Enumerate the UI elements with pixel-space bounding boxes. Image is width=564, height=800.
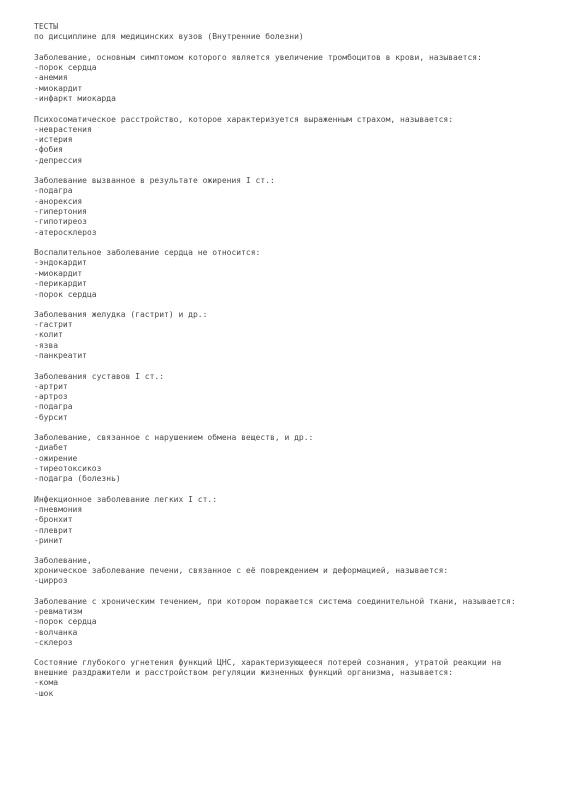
question-text: Заболевание, основным симптомом которого является увеличение тромбоцитов в крови, называется: xyxy=(34,53,482,62)
question-block xyxy=(34,433,538,485)
question-text: Заболевание, хроническое заболевание печени, связанное с её повреждением и деформацией, называется: xyxy=(34,556,449,576)
answer-option: -ревматизм xyxy=(34,606,83,616)
question-text: Психосоматическое расстройство, которое характеризуется выраженным страхом, называется: xyxy=(34,114,454,124)
answer-option: -волчанка xyxy=(34,627,78,637)
answer-option: -перикардит xyxy=(34,279,87,289)
answer-option: -истерия xyxy=(34,135,73,145)
answer-option: -анемия xyxy=(34,73,68,83)
answer-options xyxy=(34,63,538,105)
answer-option: -колит xyxy=(34,330,63,340)
answer-options xyxy=(34,382,538,424)
question-block xyxy=(34,176,538,238)
answer-option: -подагра (болезнь) xyxy=(34,474,121,484)
answer-option: -анорексия xyxy=(34,196,83,206)
answer-option: -диабет xyxy=(34,443,68,453)
answer-option: -гипертония xyxy=(34,207,87,217)
answer-options xyxy=(34,258,538,300)
document-subtitle: по дисциплине для медицинских вузов (Внутренние болезни) xyxy=(34,32,304,41)
answer-options xyxy=(34,576,538,586)
question-text: Состояние глубокого угнетения функций ЦНС, характеризующееся потерей сознания, утратой реакции на внешние раздражители и расстройством регуляции жизненных функций организма, называется: xyxy=(34,658,507,678)
question-block xyxy=(34,658,538,699)
question-text: Инфекционное заболевание легких I ст.: xyxy=(34,494,218,504)
question-text: Заболевание, связанное с нарушением обмена веществ, и др.: xyxy=(34,433,314,443)
answer-option: -подагра xyxy=(34,402,73,412)
question-block xyxy=(34,248,538,300)
question-block xyxy=(34,372,538,424)
answer-option: -депрессия xyxy=(34,155,83,165)
answer-option: -язва xyxy=(34,340,59,350)
answer-option: -кома xyxy=(34,678,59,688)
question-block xyxy=(34,310,538,362)
answer-option: -ринит xyxy=(34,536,63,545)
answer-option: -подагра xyxy=(34,186,73,196)
answer-options xyxy=(34,443,538,485)
question-text: Заболевание вызванное в результате ожирения I ст.: xyxy=(34,176,275,186)
answer-option: -панкреатит xyxy=(34,351,87,361)
question-text: Заболевание с хроническим течением, при котором поражается система соединительной ткани, называется: xyxy=(34,596,516,606)
answer-option: -порок сердца xyxy=(34,617,97,627)
answer-options xyxy=(34,505,538,547)
answer-options xyxy=(34,607,538,649)
answer-option: -инфаркт миокарда xyxy=(34,94,116,104)
answer-option: -тиреотоксикоз xyxy=(34,463,102,473)
answer-option: -артроз xyxy=(34,391,68,401)
answer-option: -фобия xyxy=(34,145,63,155)
answer-option: -плеврит xyxy=(34,525,73,535)
answer-option: -склероз xyxy=(34,638,73,648)
question-block xyxy=(34,556,538,586)
answer-option: -эндокардит xyxy=(34,258,87,268)
answer-option: -атеросклероз xyxy=(34,227,97,237)
answer-option: -порок сердца xyxy=(34,289,97,299)
question-text: Воспалительное заболевание сердца не относится: xyxy=(34,248,261,258)
answer-option: -ожирение xyxy=(34,453,78,463)
question-block xyxy=(34,597,538,649)
question-block xyxy=(34,53,538,105)
question-text: Заболевания желудка (гастрит) и др.: xyxy=(34,309,208,319)
answer-option: -неврастения xyxy=(34,124,92,134)
answer-option: -бронхит xyxy=(34,515,73,525)
answer-option: -миокардит xyxy=(34,83,83,93)
answer-options xyxy=(34,125,538,167)
answer-option: -шок xyxy=(34,688,54,698)
question-text: Заболевания суставов I ст.: xyxy=(34,371,165,381)
answer-options xyxy=(34,320,538,362)
answer-options xyxy=(34,678,538,699)
question-block xyxy=(34,115,538,167)
answer-option: -пневмония xyxy=(34,504,83,514)
answer-option: -миокардит xyxy=(34,268,83,278)
document-title: ТЕСТЫ xyxy=(34,22,59,31)
answer-option: -гипотиреоз xyxy=(34,217,87,227)
answer-option: -артрит xyxy=(34,381,68,391)
answer-option: -бурсит xyxy=(34,412,68,422)
answer-option: -порок сердца xyxy=(34,63,97,72)
answer-option: -цирроз xyxy=(34,576,68,586)
question-block xyxy=(34,495,538,547)
question-list xyxy=(34,53,538,699)
answer-option: -гастрит xyxy=(34,319,73,329)
answer-options xyxy=(34,186,538,238)
